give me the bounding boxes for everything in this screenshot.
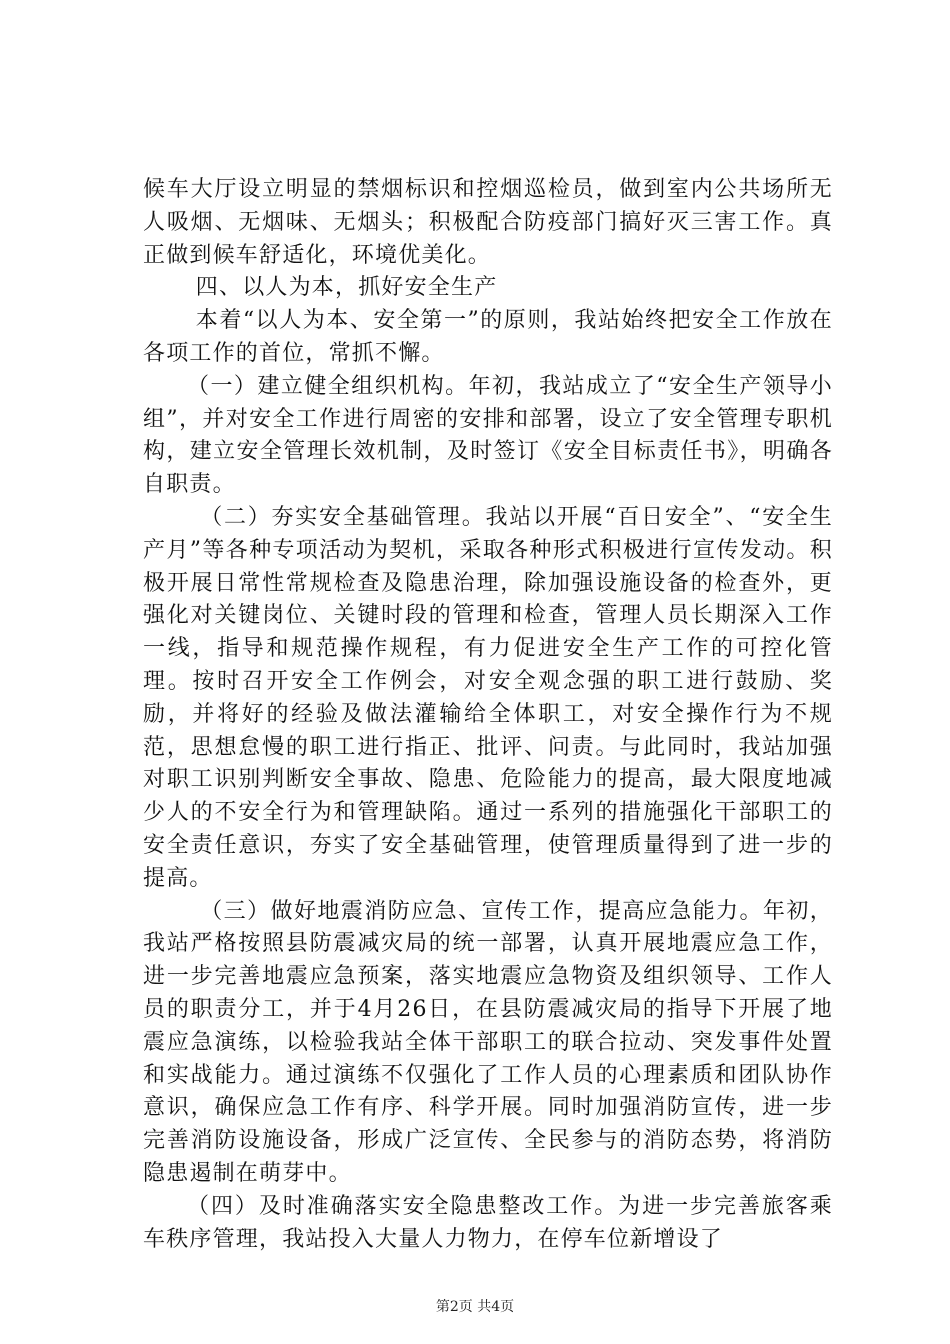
document-body [143, 174, 833, 1256]
paragraph-item-1-organization: （一）建立健全组织机构。年初，我站成立了“安全生产领导小组”，并对安全工作进行周密的安排和部署，设立了安全管理专职机构，建立安全管理长效机制，及时签订《安全目标责任书》，明确各自职责。 [143, 373, 833, 498]
paragraph-safety-principle: 本着“以人为本、安全第一”的原则，我站始终把安全工作放在各项工作的首位，常抓不懈。 [143, 308, 833, 366]
paragraph-item-2-basic-management: （二）夯实安全基础管理。我站以开展“百日安全”、“安全生产月”等各种专项活动为契机，采取各种形式积极进行宣传发动。积极开展日常性常规检查及隐患治理，除加强设施设备的检查外，更强化对关键岗位、关键时段的管理和检查，管理人员长期深入工作一线，指导和规范操作规程，有力促进安全生产工作的可控化管理。按时召开安全工作例会，对安全观念强的职工进行鼓励、奖励，并将好的经验及做法灌输给全体职工，对安全操作行为不规范，思想怠慢的职工进行指正、批评、问责。与此同时，我站加强对职工识别判断安全事故、隐患、危险能力的提高，最大限度地减少人的不安全行为和管理缺陷。通过一系列的措施强化干部职工的安全责任意识，夯实了安全基础管理，使管理质量得到了进一步的提高。 [143, 504, 833, 891]
paragraph-item-3-earthquake-fire: （三）做好地震消防应急、宣传工作，提高应急能力。年初，我站严格按照县防震减灾局的统一部署，认真开展地震应急工作，进一步完善地震应急预案，落实地震应急物资及组织领导、工作人员的职责分工，并于4月26日，在县防震减灾局的指导下开展了地震应急演练，以检验我站全体干部职工的联合拉动、突发事件处置和实战能力。通过演练不仅强化了工作人员的心理素质和团队协作意识，确保应急工作有序、科学开展。同时加强消防宣传，进一步完善消防设施设备，形成广泛宣传、全民参与的消防态势，将消防隐患遏制在萌芽中。 [143, 898, 833, 1186]
page-footer [0, 1296, 950, 1316]
section-heading-safety-production: 四、以人为本，抓好安全生产 [195, 275, 498, 301]
page-number: 第2页 共4页 [435, 1299, 515, 1315]
paragraph-item-4-hazard-rectification: （四）及时准确落实安全隐患整改工作。为进一步完善旅客乘车秩序管理，我站投入大量人力物力，在停车位新增设了 [143, 1193, 833, 1252]
paragraph-continued-smoking-control: 候车大厅设立明显的禁烟标识和控烟巡检员，做到室内公共场所无人吸烟、无烟味、无烟头；积极配合防疫部门搞好灭三害工作。真正做到候车舒适化，环境优美化。 [143, 177, 833, 268]
